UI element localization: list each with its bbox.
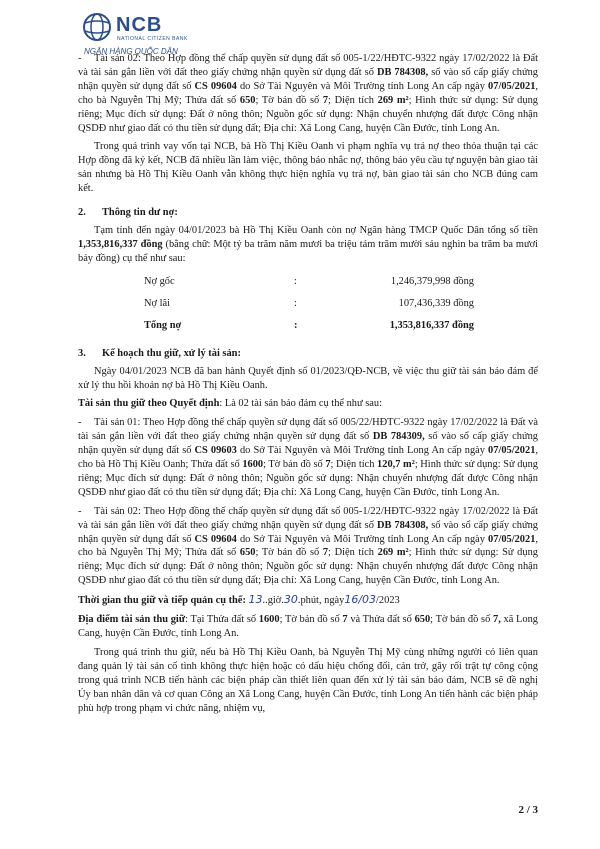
asset-1-paragraph: - Tài sản 01: Theo Hợp đồng thế chấp quyền sử dụng đất số 005/22/HĐTC-9322 ngày 17/02/2022 là Đất và tài sản gắn liền với đất theo giấy chứng nhận quyền sử dụng đất số DB 784309, số vào sổ cấp giấy chứng nhận quyền sử dụng đất số CS 09603 do Sở Tài Nguyên và Môi Trường tỉnh Long An cấp ngày 07/05/2021, cho bà Hồ Thị Kiều Oanh; Thửa đất số 1600; Tờ bản đồ số 7; Diện tích 120,7 m²; Hình thức sử dụng: Sử dụng riêng; Mục đích sử dụng: Đất ở nông thôn; Nguồn gốc sử dụng: Nhận chuyển nhượng đất được Công nhận QSDĐ như giao đất có thu tiền sử dụng đất; Địa chỉ: Xã Long Cang, huyện Cần Đước, tỉnh Long An. (78, 417, 538, 498)
handwritten-hour: 13 (248, 593, 263, 607)
handwritten-date: 16/03 (344, 593, 377, 607)
logo-name: NCB (116, 14, 163, 36)
debt-row-total: Tổng nợ : 1,353,816,337 đồng (144, 319, 474, 331)
seized-assets-heading: Tài sản thu giữ theo Quyết định: Là 02 tài sản bảo đảm cụ thể như sau: (78, 398, 382, 410)
debt-summary-paragraph: Tạm tính đến ngày 04/01/2023 bà Hồ Thị Kiều Oanh còn nợ Ngân hàng TMCP Quốc Dân tổng số tiền 1,353,816,337 đồng (bằng chữ: Một tỷ ba trăm năm mươi ba triệu tám trăm mười sáu nghìn ba trăm ba mươi bảy đồng) cụ thể như sau: (78, 224, 538, 264)
debt-row-interest: Nợ lãi : 107,436,339 đồng (144, 297, 474, 309)
ncb-globe-icon (82, 12, 112, 42)
seizure-location-paragraph: Địa điểm tài sản thu giữ: Tại Thửa đất số 1600; Tờ bản đồ số 7 và Thửa đất số 650; Tờ bản đồ số 7, xã Long Cang, huyện Cần Đước, tỉnh Long An. (78, 614, 538, 639)
logo-subtitle: NATIONAL CITIZEN BANK (117, 36, 188, 42)
bullet-dash: - (78, 53, 82, 64)
bank-logo (82, 12, 282, 56)
page-number: 2 / 3 (518, 804, 538, 816)
section-heading-plan: 3. Kế hoạch thu giữ, xử lý tài sản: (78, 347, 241, 359)
enforcement-paragraph: Trong quá trình thu giữ, nếu bà Hồ Thị Kiều Oanh, bà Nguyễn Thị Mỹ cùng những người có liên quan đang quản lý tài sản cố tình không thực hiện hoặc có dấu hiệu chống đối, cản trở, gây rối trật tự công cộng trong quá trình NCB tiến hành các biện pháp cần thiết liên quan đến xử lý tài sản bảo đảm, NCB sẽ đề nghị Ủy ban nhân dân và cơ quan Công an Xã Long Cang, huyện Cần Đước, tỉnh Long An tiến hành các biện pháp phù hợp trong phạm vi chức năng, nhiệm vụ, (78, 646, 538, 714)
decision-paragraph: Ngày 04/01/2023 NCB đã ban hành Quyết định số 01/2023/QĐ-NCB, về việc thu giữ tài sản bảo đảm để xử lý thu hồi khoản nợ bà Hồ Thị Kiều Oanh. (78, 365, 538, 391)
debt-table (144, 271, 474, 337)
asset-2-paragraph: - Tài sản 02: Theo Hợp đồng thế chấp quyền sử dụng đất số 005-1/22/HĐTC-9322 ngày 17/02/2022 là Đất và tài sản gắn liền với đất theo giấy chứng nhận quyền sử dụng đất số DB 784308, số vào sổ cấp giấy chứng nhận quyền sử dụng đất số CS 09604 do Sở Tài Nguyên và Môi Trường tỉnh Long An cấp ngày 07/05/2021, cho bà Nguyễn Thị Mỹ; Thửa đất số 650; Tờ bản đồ số 7; Diện tích 269 m²; Hình thức sử dụng: Sử dụng riêng; Mục đích sử dụng: Đất ở nông thôn; Nguồn gốc sử dụng: Nhận chuyển nhượng đất được Công nhận QSDĐ như giao đất có thu tiền sử dụng đất; Địa chỉ: Xã Long Cang, huyện Cần Đước, tỉnh Long An. (78, 53, 538, 134)
debt-row-principal: Nợ gốc : 1,246,379,998 đồng (144, 275, 474, 287)
section-heading-debt: 2. Thông tin dư nợ: (78, 207, 178, 219)
handwritten-minute: 30 (283, 593, 298, 607)
asset-2-repeat-paragraph: - Tài sản 02: Theo Hợp đồng thế chấp quyền sử dụng đất số 005-1/22/HĐTC-9322 ngày 17/02/2022 là Đất và tài sản gắn liền với đất theo giấy chứng nhận quyền sử dụng đất số DB 784308, số vào sổ cấp giấy chứng nhận quyền sử dụng đất số CS 09604 do Sở Tài Nguyên và Môi Trường tỉnh Long An cấp ngày 07/05/2021, cho bà Nguyễn Thị Mỹ; Thửa đất số 650; Tờ bản đồ số 7; Diện tích 269 m²; Hình thức sử dụng: Sử dụng riêng; Mục đích sử dụng: Đất ở nông thôn; Nguồn gốc sử dụng: Nhận chuyển nhượng đất được Công nhận QSDĐ như giao đất có thu tiền sử dụng đất; Địa chỉ: Xã Long Cang, huyện Cần Đước, tỉnh Long An. (78, 505, 538, 587)
seizure-time-line: Thời gian thu giữ và tiếp quản cụ thể: 13..giờ.30.phút, ngày16/03/2023 (78, 593, 400, 607)
violation-paragraph: Trong quá trình vay vốn tại NCB, bà Hồ Thị Kiều Oanh vi phạm nghĩa vụ trả nợ theo thỏa thuận tại các Hợp đồng đã ký kết, NCB đã nhiều lần làm việc, thông báo nhắc nợ, thông báo yêu cầu tự nguyện bàn giao tài sản nhưng bà Hồ Thị Kiều Oanh vẫn không thực hiện nghĩa vụ trả nợ, bàn giao tài sản cho NCB đúng cam kết. (78, 141, 538, 195)
document-body (78, 52, 538, 720)
logo-slogan: NGÂN HÀNG QUỐC DÂN (84, 47, 178, 56)
